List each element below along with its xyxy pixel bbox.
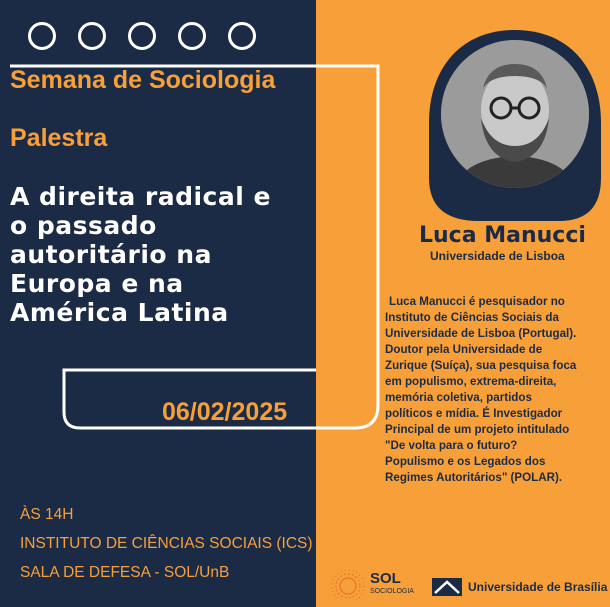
bio-line: memória coletiva, partidos (385, 391, 532, 404)
circle-icon (28, 22, 56, 50)
bio-line: Populismo e os Legados dos (385, 455, 546, 468)
talk-title-line: Europa e na (10, 269, 184, 298)
circle-icon (228, 22, 256, 50)
sol-logo-subtitle: SOCIOLOGIA (370, 588, 414, 595)
decorative-circles (28, 22, 256, 50)
circle-icon (128, 22, 156, 50)
bio-line: Instituto de Ciências Sociais da (385, 311, 559, 324)
talk-title (10, 182, 316, 327)
event-details (20, 500, 313, 587)
bio-line: Doutor pela Universidade de (385, 343, 543, 356)
event-room: SALA DE DEFESA - SOL/UnB (20, 564, 230, 581)
unb-logo-name: Universidade de Brasília (468, 580, 608, 594)
talk-title-line: o passado (10, 211, 157, 240)
sol-logo-name: SOL (370, 570, 401, 587)
talk-title-line: A direita radical e (10, 182, 271, 211)
bio-line: Luca Manucci é pesquisador no (389, 295, 565, 308)
talk-title-line: autoritário na (10, 240, 212, 269)
event-name: Semana de Sociologia (10, 66, 276, 94)
speaker-name: Luca Manucci (419, 223, 586, 248)
circle-icon (78, 22, 106, 50)
bio-line: Universidade de Lisboa (Portugal). (385, 327, 577, 340)
unb-emblem-icon (432, 578, 462, 596)
bio-line: Regimes Autoritários" (POLAR). (385, 471, 563, 484)
bio-line: políticos e mídia. É Investigador (385, 407, 563, 420)
event-venue: INSTITUTO DE CIÊNCIAS SOCIAIS (ICS) (20, 535, 313, 552)
bio-line: em populismo, extrema-direita, (385, 375, 557, 388)
speaker-affiliation: Universidade de Lisboa (430, 249, 565, 263)
bio-line: Zurique (Suíça), sua pesquisa foca (385, 359, 577, 372)
bio-line: "De volta para o futuro? (385, 439, 518, 452)
talk-title-line: América Latina (10, 298, 229, 327)
event-time: ÀS 14H (20, 506, 74, 523)
event-type: Palestra (10, 124, 108, 152)
circle-icon (178, 22, 206, 50)
speaker-photo (429, 28, 601, 221)
unb-logo (432, 578, 607, 596)
event-date: 06/02/2025 (162, 398, 288, 426)
speaker-bio (385, 294, 607, 486)
bio-line: Principal de um projeto intitulado (385, 423, 570, 436)
